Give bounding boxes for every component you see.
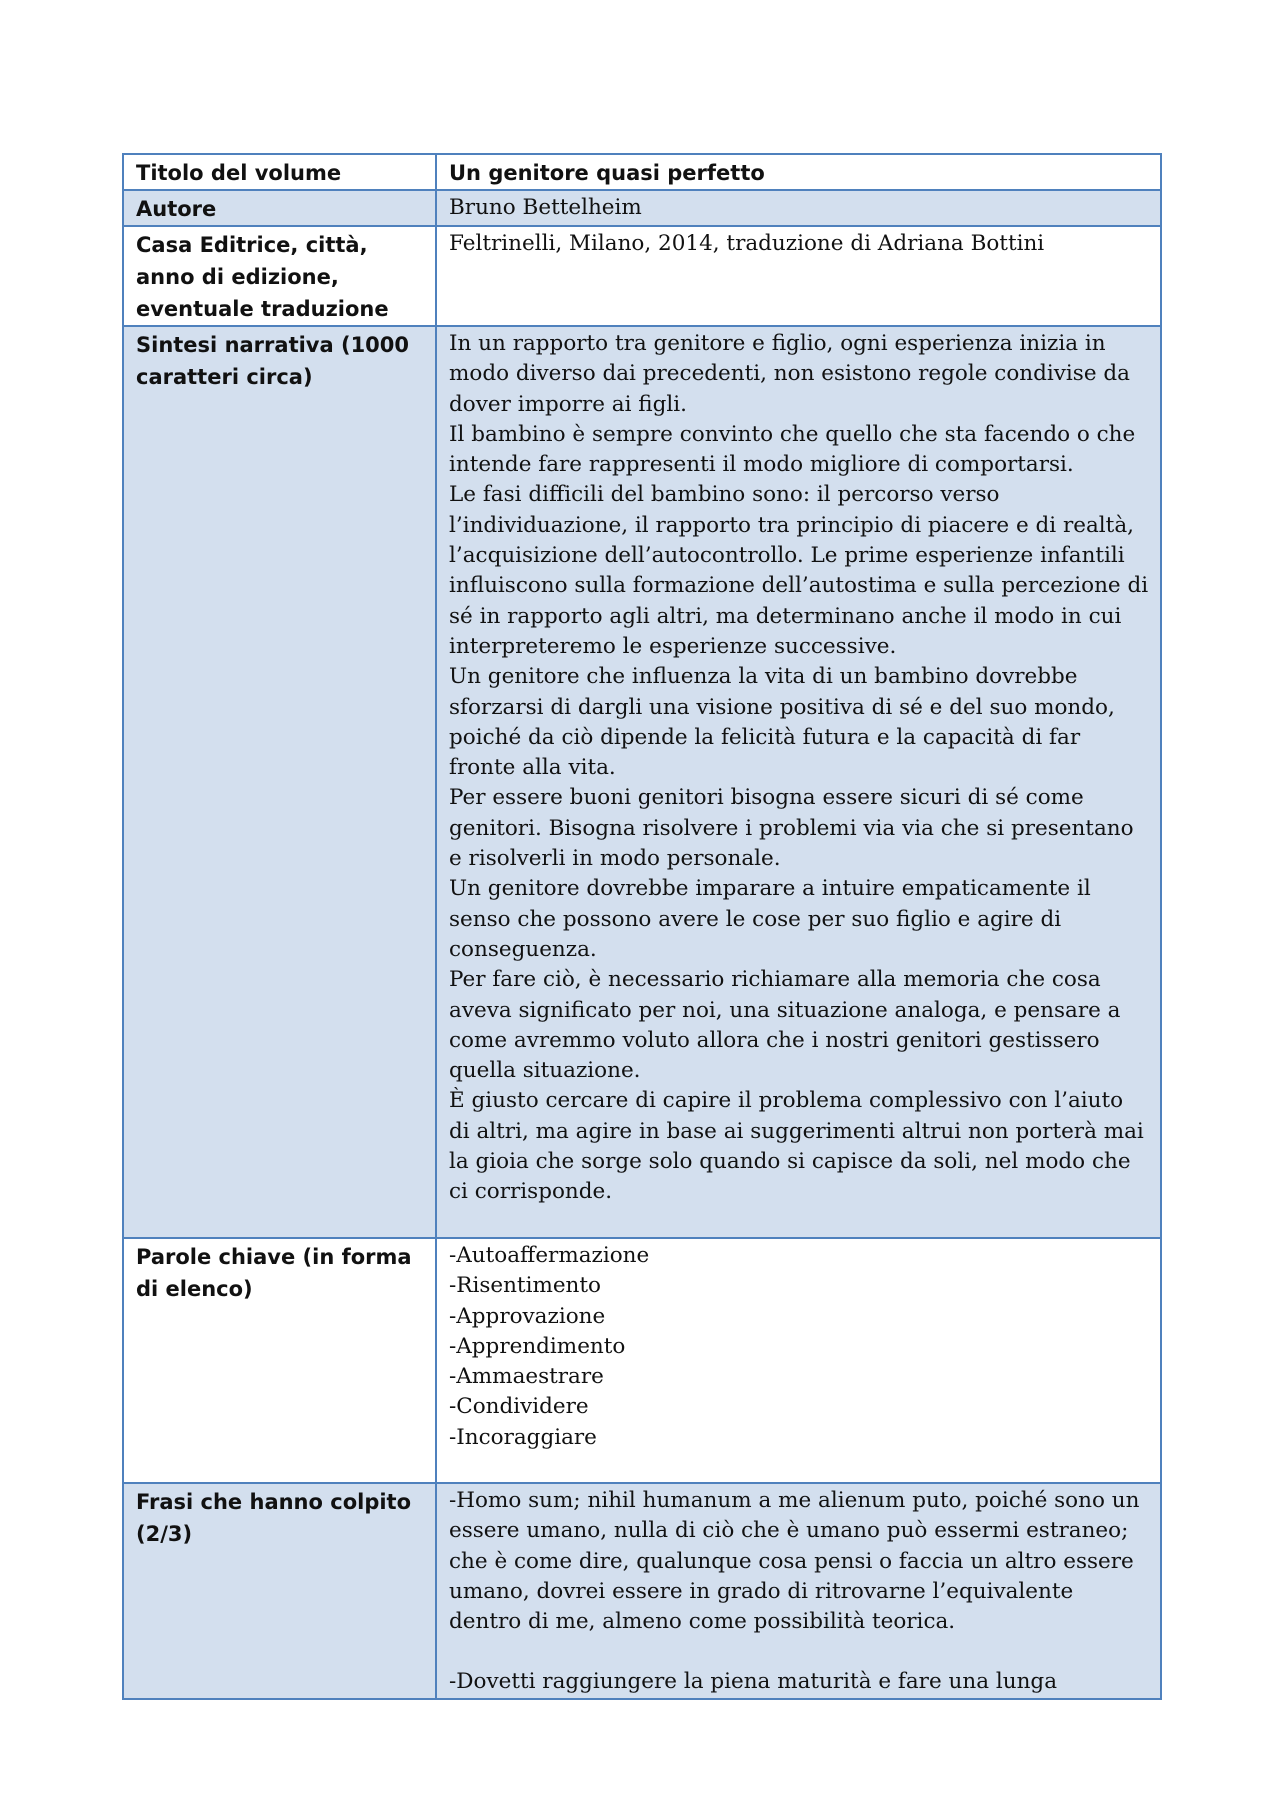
quotes-label-cell bbox=[123, 1483, 436, 1699]
title-label: Titolo del volume bbox=[136, 161, 342, 185]
keywords-value-cell bbox=[436, 1238, 1161, 1483]
author-row bbox=[123, 190, 1161, 226]
summary-label: Sintesi narrativa (1000 caratteri circa) bbox=[136, 333, 410, 389]
title-value-cell bbox=[436, 154, 1161, 190]
author-value-cell bbox=[436, 190, 1161, 226]
summary-paragraph: Il bambino è sempre convinto che quello che sta facendo o che intende fare rappresenti il modo migliore di comportarsi. bbox=[449, 421, 1136, 478]
keywords-list bbox=[449, 1241, 1150, 1453]
summary-paragraph: Un genitore che influenza la vita di un bambino dovrebbe sforzarsi di dargli una visione positiva di sé e del suo mondo, poiché da ciò dipende la felicità futura e la capacità di far fronte alla vita. bbox=[449, 664, 1115, 781]
keyword-item: -Autoaffermazione bbox=[449, 1243, 650, 1268]
book-title: Un genitore quasi perfetto bbox=[449, 161, 765, 185]
quotes-label: Frasi che hanno colpito (2/3) bbox=[136, 1490, 412, 1546]
summary-paragraph: In un rapporto tra genitore e figlio, ogni esperienza inizia in modo diverso dai precedenti, non esistono regole condivise da dover imporre ai figli. bbox=[449, 331, 1130, 417]
summary-label-cell bbox=[123, 326, 436, 1238]
summary-text bbox=[449, 329, 1150, 1208]
quotes-text bbox=[449, 1486, 1150, 1698]
keyword-item: -Ammaestrare bbox=[449, 1364, 604, 1390]
keyword-item: -Condividere bbox=[449, 1394, 589, 1420]
quote-item: -Dovetti raggiungere la piena maturità e fare una lunga bbox=[449, 1669, 1058, 1695]
author-label-cell bbox=[123, 190, 436, 226]
keywords-row bbox=[123, 1238, 1161, 1483]
quotes-row bbox=[123, 1483, 1161, 1699]
keywords-label: Parole chiave (in forma di elenco) bbox=[136, 1245, 412, 1301]
summary-paragraph: Le fasi difficili del bambino sono: il percorso verso l’individuazione, il rapporto tra principio di piacere e di realtà, l’acquisizione dell’autocontrollo. Le prime esperienze infantili influiscono sulla formazione dell’autostima e sulla percezione di sé in rapporto agli altri, ma determinano anche il modo in cui interpreteremo le esperienze successive. bbox=[449, 482, 1149, 659]
keyword-item: -Risentimento bbox=[449, 1273, 601, 1299]
publisher-label-cell bbox=[123, 226, 436, 326]
keywords-label-cell bbox=[123, 1238, 436, 1483]
publisher-row bbox=[123, 226, 1161, 326]
author-label: Autore bbox=[136, 197, 217, 221]
quotes-value-cell bbox=[436, 1483, 1161, 1699]
keyword-item: -Approvazione bbox=[449, 1303, 606, 1329]
quote-spacer bbox=[449, 1637, 1150, 1667]
book-report-table bbox=[122, 153, 1162, 1700]
author-value: Bruno Bettelheim bbox=[449, 195, 642, 220]
title-row bbox=[123, 154, 1161, 190]
keyword-item: -Incoraggiare bbox=[449, 1424, 597, 1450]
summary-paragraph: Per essere buoni genitori bisogna essere sicuri di sé come genitori. Bisogna risolvere i problemi via via che si presentano e risolverli in modo personale. bbox=[449, 785, 1134, 872]
keyword-item: -Apprendimento bbox=[449, 1333, 626, 1359]
summary-row bbox=[123, 326, 1161, 1238]
publisher-label: Casa Editrice, città, anno di edizione, eventuale traduzione bbox=[136, 233, 389, 321]
summary-paragraph: Per fare ciò, è necessario richiamare alla memoria che cosa aveva significato per noi, una situazione analoga, e pensare a come avremmo voluto allora che i nostri genitori gestissero quella situazione. bbox=[449, 967, 1121, 1084]
summary-paragraph: È giusto cercare di capire il problema complessivo con l’aiuto di altri, ma agire in base ai suggerimenti altrui non porterà mai la gioia che sorge solo quando si capisce da soli, nel modo che ci corrisponde. bbox=[449, 1088, 1144, 1205]
summary-value-cell bbox=[436, 326, 1161, 1238]
title-label-cell bbox=[123, 154, 436, 190]
publisher-value-cell bbox=[436, 226, 1161, 326]
summary-paragraph: Un genitore dovrebbe imparare a intuire empaticamente il senso che possono avere le cose per suo figlio e agire di conseguenza. bbox=[449, 876, 1091, 962]
quote-item: -Homo sum; nihil humanum a me alienum puto, poiché sono un essere umano, nulla di ciò che è umano può essermi estraneo; che è come dire, qualunque cosa pensi o faccia un altro essere umano, dovrei essere in grado di ritrovarne l’equivalente dentro di me, almeno come possibilità teorica. bbox=[449, 1488, 1140, 1635]
publisher-value: Feltrinelli, Milano, 2014, traduzione di Adriana Bottini bbox=[449, 231, 1045, 256]
